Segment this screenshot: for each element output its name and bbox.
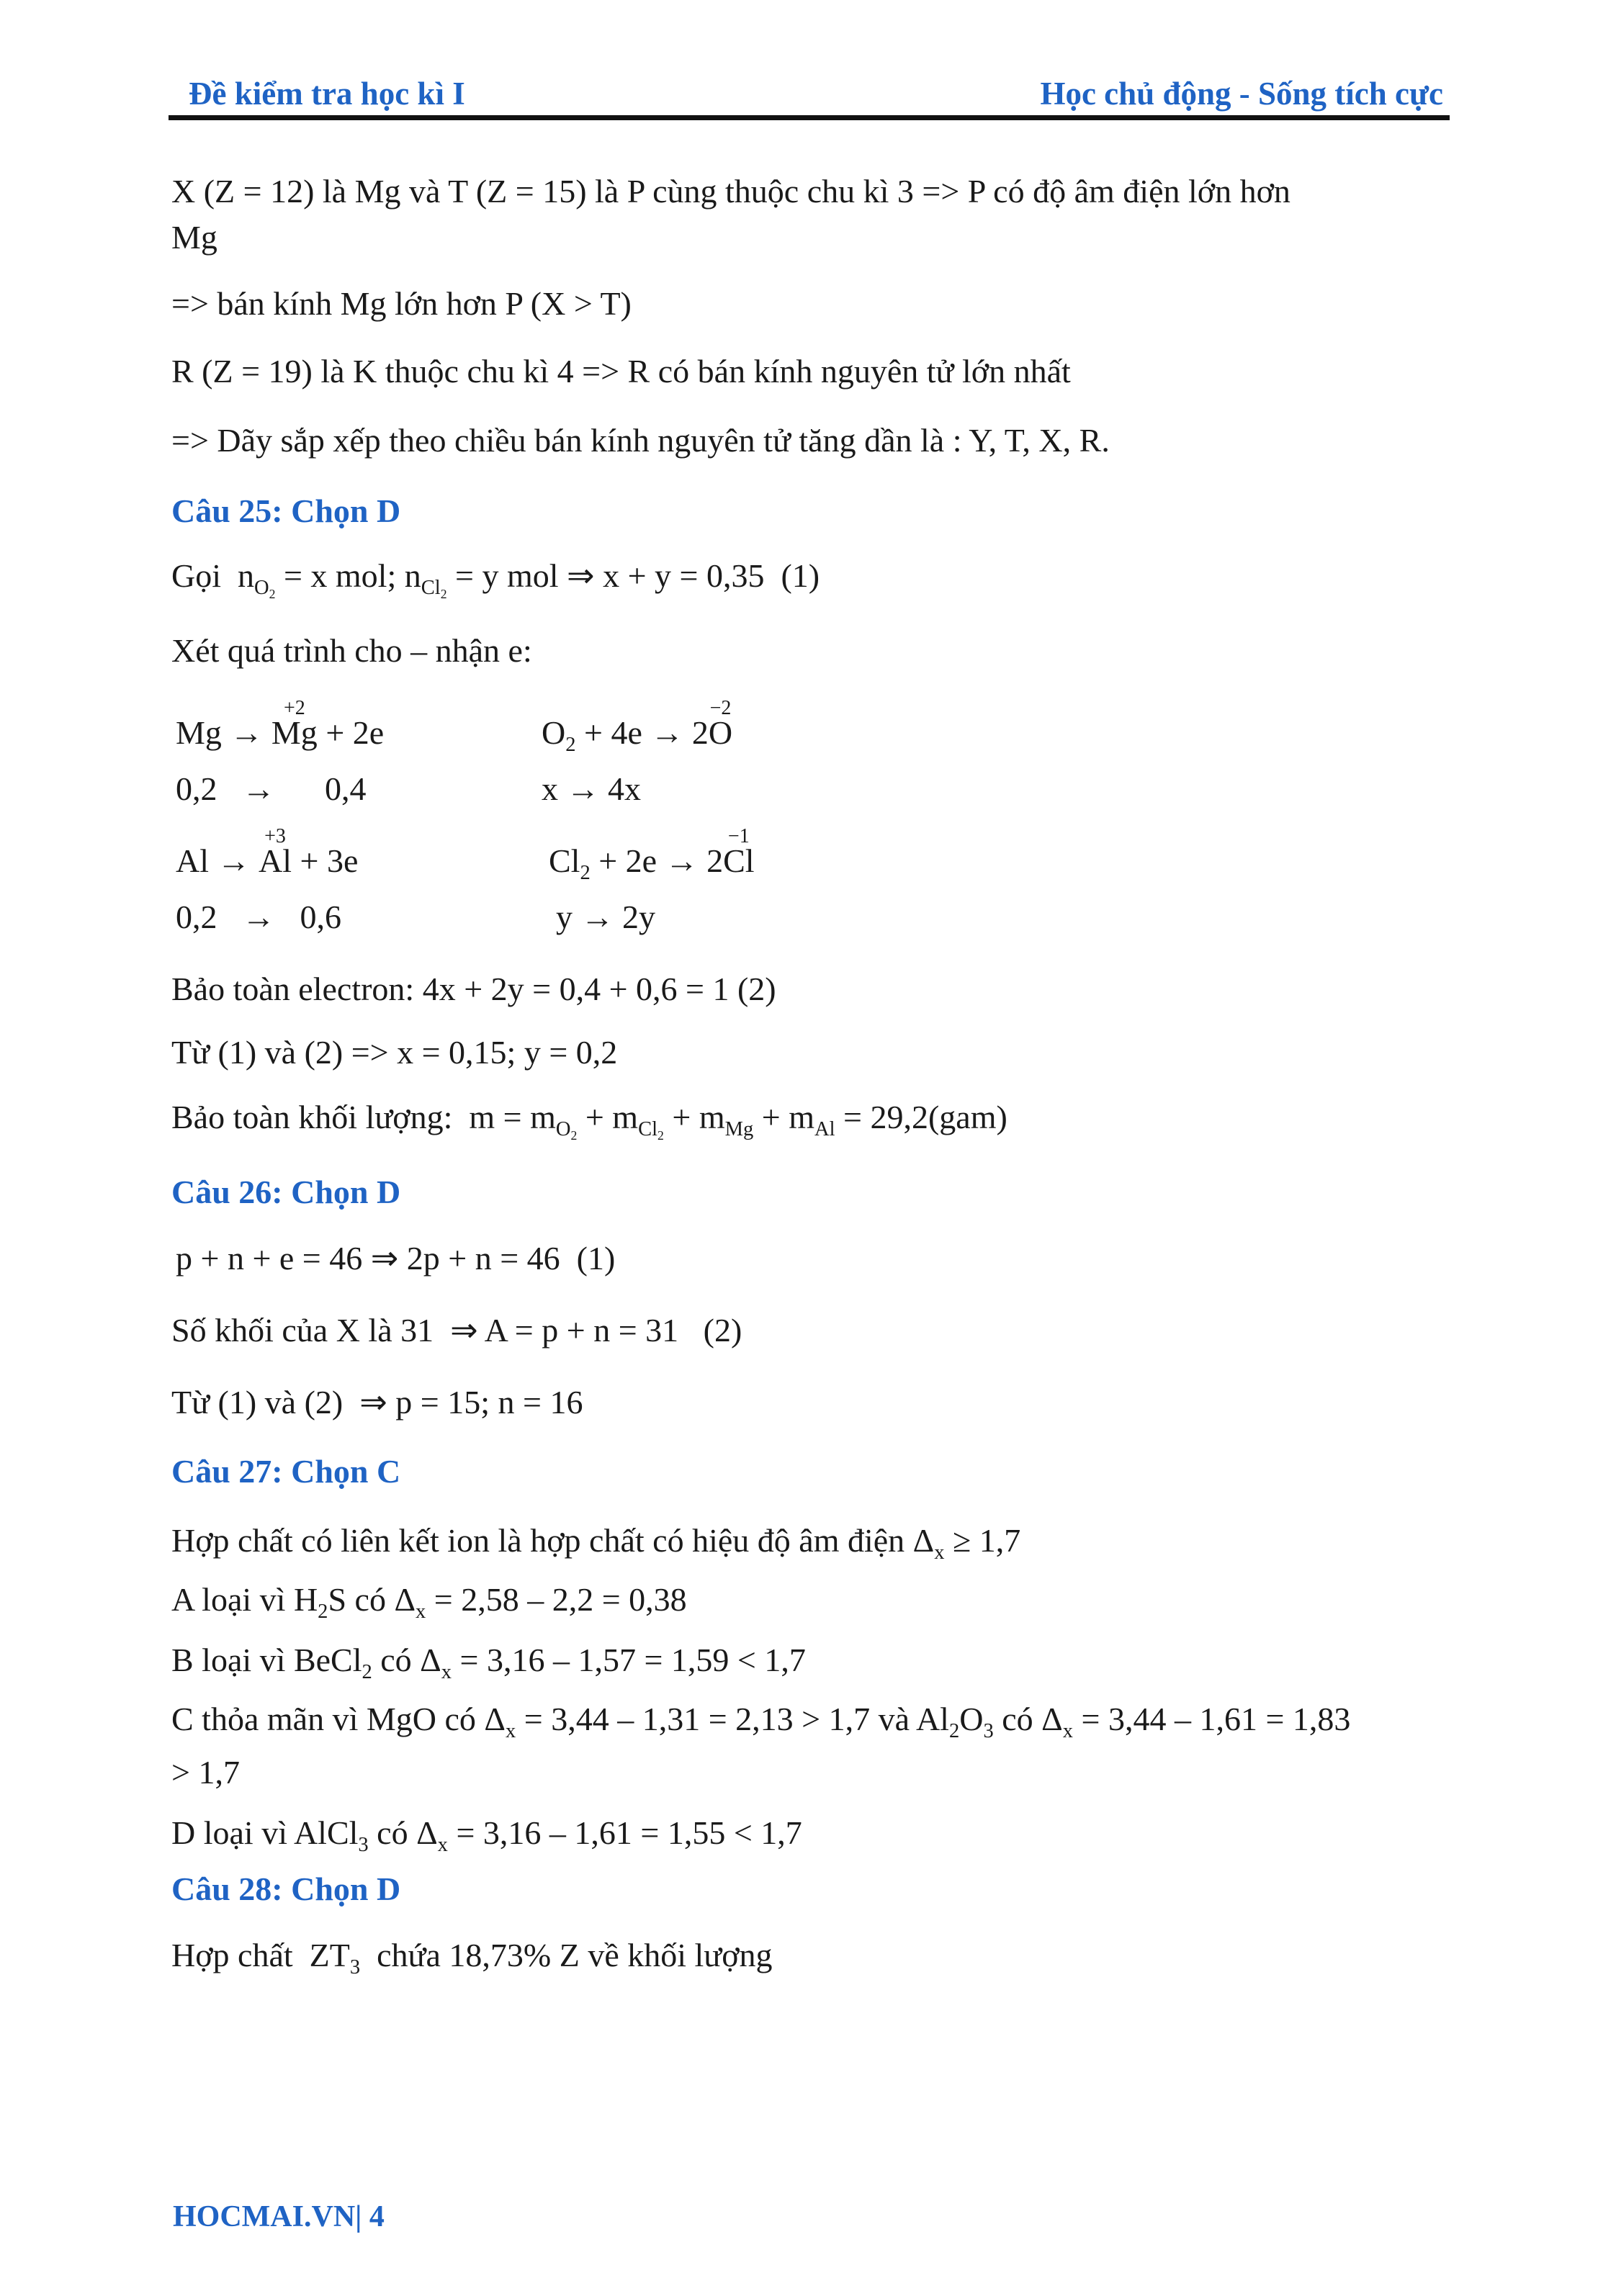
question-heading: Câu 26: Chọn D (171, 1174, 401, 1210)
text-line: Xét quá trình cho – nhận e: (171, 632, 532, 669)
text-line: > 1,7 (171, 1754, 240, 1791)
equation-al-values: 0,2 → 0,6 (176, 899, 341, 935)
footer-page: HOCMAI.VN| 4 (173, 2200, 385, 2233)
equation-line: Bảo toàn khối lượng: $m = m_{O_2} + m_{Cl_2} + m_{Mg} + m_{Al} = 29,2(gam)$ (171, 1099, 1007, 1143)
text-line: Hợp chất $ZT_3$ chứa 18,73% Z về khối lượng (171, 1937, 773, 1978)
equation-line: Số khối của X là 31 ⇒ A = p + n = 31 (2) (171, 1312, 742, 1349)
option-d: D loại vì AlCl$_3$ có $\Delta_x = 3,16 - 1,61 = 1,55 < 1,7$ (171, 1814, 802, 1856)
equation-mg: Mg → Mg +2 + 2e (176, 697, 385, 751)
option-a: A loại vì $H_2S$ có $\Delta_x = 2,58 - 2,2 = 0,38$ (171, 1581, 687, 1623)
option-c: C thỏa mãn vì MgO có $\Delta_x = 3,44 - 1,31 = 2,13 > 1,7$ và $Al_2O_3$ có $\Delta_x = 3,44 - 1,61 = 1,83$ (171, 1701, 1351, 1742)
header-slogan: Học chủ động - Sống tích cực (1040, 76, 1443, 112)
text-line: R (Z = 19) là K thuộc chu kì 4 => R có bán kính nguyên tử lớn nhất (171, 353, 1071, 390)
header-title: Đề kiểm tra học kì I (189, 76, 465, 112)
equation-line: Gọi $n_{O_2} = x$ mol; $n_{Cl_2} = y$ mol ⇒ x + y = 0,35 (1) (171, 557, 820, 602)
text-line: Mg (171, 219, 217, 256)
equation-line: Từ (1) và (2) ⇒ p = 15; n = 16 (171, 1384, 583, 1421)
text-line: Bảo toàn electron: 4x + 2y = 0,4 + 0,6 = 1 (2) (171, 971, 776, 1007)
text-line: => bán kính Mg lớn hơn P (X > T) (171, 285, 632, 322)
equation-line: p + n + e = 46 ⇒ 2p + n = 46 (1) (176, 1240, 616, 1277)
question-heading: Câu 27: Chọn C (171, 1453, 401, 1490)
question-heading: Câu 25: Chọn D (171, 492, 401, 529)
option-b: B loại vì BeCl$_2$ có $\Delta_x = 3,16 - 1,57 = 1,59 < 1,7$ (171, 1642, 806, 1683)
equation-cl2-values: y → 2y (556, 899, 655, 935)
question-heading: Câu 28: Chọn D (171, 1870, 401, 1907)
equation-o2-values: x → 4x (542, 770, 641, 807)
text-line: => Dãy sắp xếp theo chiều bán kính nguyên tử tăng dần là : Y, T, X, R. (171, 422, 1110, 459)
equation-o2: $O_2 + 4e \to 2O$ −2 (542, 697, 733, 756)
equation-cl2: $Cl_2 + 2e \to 2Cl$ −1 (549, 825, 755, 884)
text-line: X (Z = 12) là Mg và T (Z = 15) là P cùng thuộc chu kì 3 => P có độ âm điện lớn hơn (171, 173, 1290, 210)
header-rule (169, 115, 1450, 120)
equation-al: Al → Al +3 + 3e (176, 825, 359, 879)
text-line: Từ (1) và (2) => x = 0,15; y = 0,2 (171, 1034, 618, 1071)
text-line: Hợp chất có liên kết ion là hợp chất có hiệu độ âm điện $\Delta_x \ge 1,7$ (171, 1522, 1021, 1564)
equation-mg-values: 0,2 → 0,4 (176, 770, 367, 807)
